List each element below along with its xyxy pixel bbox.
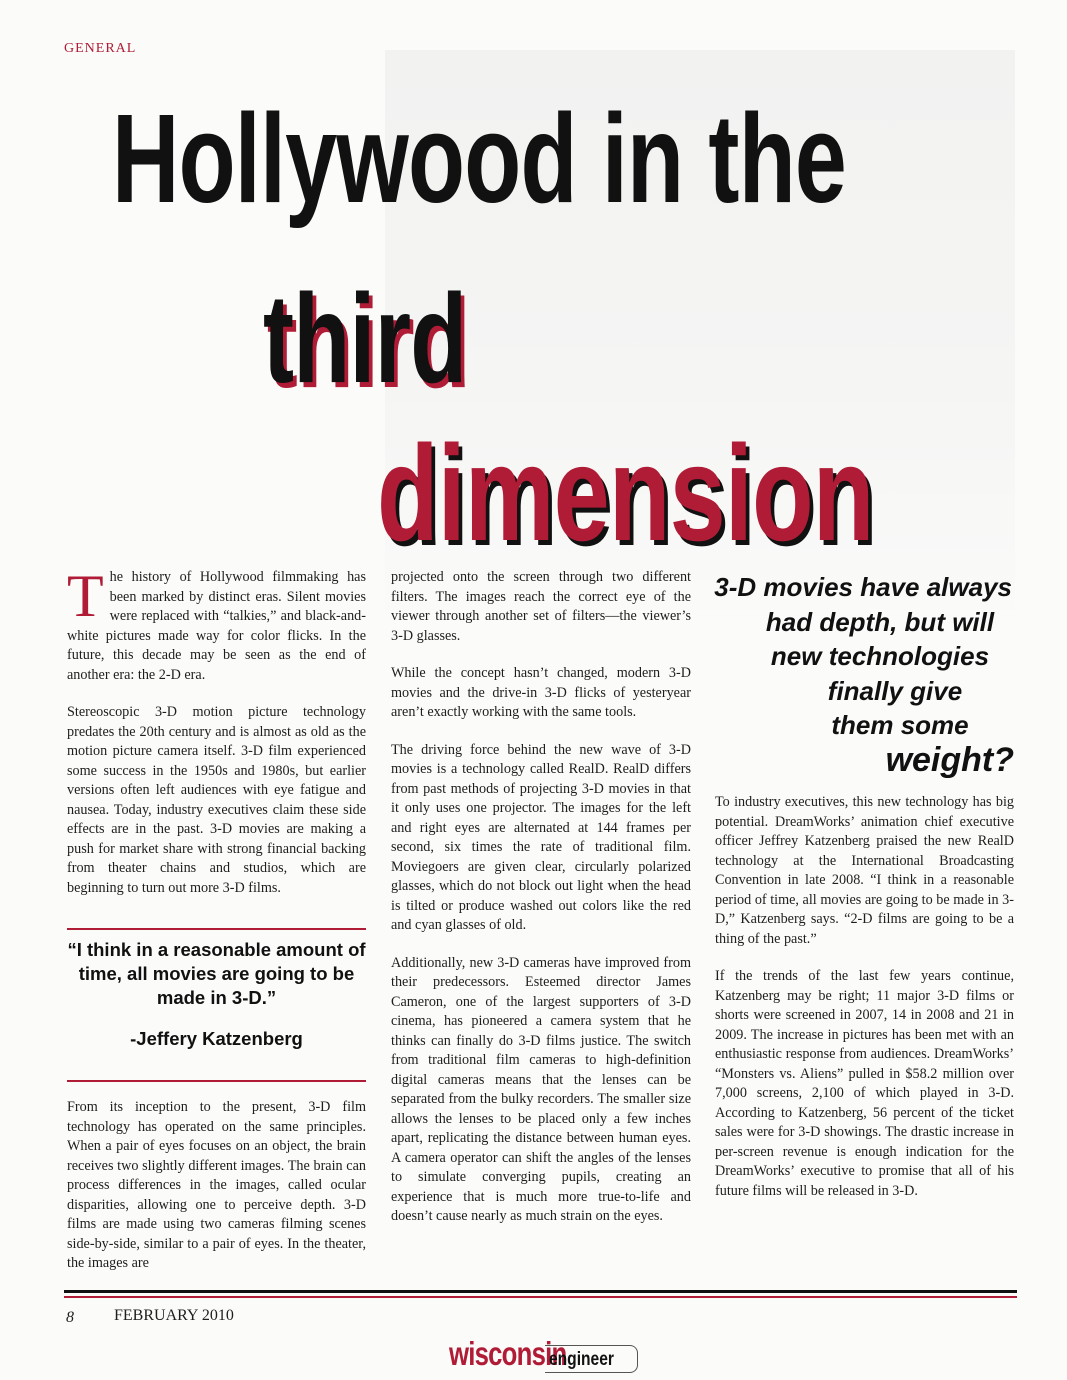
deck-line: 3-D movies have always [714, 572, 1012, 602]
issue-date: FEBRUARY 2010 [114, 1307, 234, 1324]
paragraph: While the concept hasn’t changed, modern 3-D movies and the drive-in 3-D flicks of yesteryear aren’t exactly working with the same tools. [391, 665, 691, 720]
footer-accent-rule [64, 1296, 1017, 1298]
pull-quote-text: “I think in a reasonable amount of time, all movies are going to be made in 3-D.” [67, 939, 366, 1008]
pull-quote-attribution: -Jeffery Katzenberg [130, 1028, 303, 1049]
paragraph: From its inception to the present, 3-D film technology has operated on the same principles. When a pair of eyes focuses on an object, the brain receives two slightly different images. The brain can process differences in the images, called ocular disparities, allowing one to perceive depth. 3-D films are made using two cameras filming scenes side-by-side, similar to a pair of eyes. In the theater, the images are [67, 1099, 366, 1271]
article-column-3 [715, 793, 1014, 1219]
section-label: GENERAL [64, 41, 137, 56]
paragraph: If the trends of the last few years continue, Katzenberg may be right; 11 major 3-D films or shorts were screened in 2007, 14 in 2008 and 21 in 2009. The increase in pictures has been met with an enthusiastic response from audiences. DreamWorks’ “Monsters vs. Aliens” pulled in $58.2 million over 7,000 screens, 2,100 of which played in 3-D. According to Katzenberg, 56 percent of the ticket sales were for 3-D showings. The drastic increase in per-screen revenue is enough indication for the DreamWorks’ executive to promise that all of his future films will be released in 3-D. [715, 968, 1014, 1199]
paragraph: The driving force behind the new wave of 3-D movies is a technology called RealD. RealD differs from past methods of projecting 3-D movies in that it only uses one projector. The images for the left and right eyes are alternated at 144 frames per second, six times the rate of traditional film. Moviegoers are given clear, circularly polarized glasses, which do not block out light when the head is tilted or produce washed out colors like the red and cyan glasses of old. [391, 741, 691, 933]
logo-word-wisconsin: wisconsin [449, 1335, 567, 1372]
footer-rule [64, 1290, 1017, 1293]
paragraph: Stereoscopic 3-D motion picture technology predates the 20th century and is almost as old as the motion picture camera itself. 3-D film experienced some success in the 1950s and 1980s, but earlier versions often left audiences with eye fatigue and nausea. Today, industry executives claim these side effects are in the past. 3-D movies are making a push for market share with strong financial backing from theater chains and studios, which are beginning to turn out more 3-D films. [67, 704, 366, 896]
article-intro-paragraph [67, 563, 366, 685]
deck-subheadline [706, 570, 1014, 777]
pull-quote [67, 928, 366, 1082]
headline-line-1: Hollywood in the [112, 88, 847, 229]
article-column-1 [67, 563, 366, 916]
page-number: 8 [66, 1309, 74, 1326]
paragraph: Additionally, new 3-D cameras have improved from their predecessors. Esteemed director James Cameron, one of the largest supporters of 3-D cinema, has pioneered a camera system that he thinks can finally do 3-D films justice. The switch from traditional film cameras to high-definition digital cameras means that the lenses can be separated from the bulky recorders. The smaller size allows the lenses to be placed only a few inches apart, replicating the distance between human eyes. A camera operator can shift the angles of the lenses to simulate converging pupils, creating an experience that is much more true-to-life and doesn’t cause nearly as much strain on the eyes. [391, 954, 691, 1224]
paragraph: projected onto the screen through two different filters. The images reach the correct eye of the viewer through another set of filters—the viewer’s 3-D glasses. [391, 569, 691, 644]
logo-word-engineer: engineer [549, 1349, 614, 1370]
article-column-2 [391, 568, 691, 1245]
headline-line-3: dimension [377, 417, 874, 569]
article-column-1-continued [67, 1098, 366, 1292]
paragraph: To industry executives, this new technology has big potential. DreamWorks’ animation chief executive officer Jeffrey Katzenberg praised the new RealD technology at the International Broadcasting Convention in late 2008. “I think in a reasonable period of time, all movies are going to be made in 3-D,” Katzenberg says. “2-D films are going to be a thing of the past.” [715, 794, 1014, 947]
deck-line: them some [831, 710, 969, 740]
headline-line-2: third [263, 268, 467, 409]
paragraph-text: he history of Hollywood filmmaking has been marked by distinct eras. Silent movies were replaced with “talkies,” and black-and-white pictures made way for color flicks. In the future, this decade may be seen as the end of another era: the 2-D era. [67, 569, 366, 683]
deck-line: finally give [827, 675, 963, 706]
deck-line: had depth, but will [765, 606, 995, 637]
drop-cap: T [67, 563, 104, 629]
deck-line: new technologies [770, 641, 990, 671]
deck-line: weight? [885, 740, 1014, 779]
